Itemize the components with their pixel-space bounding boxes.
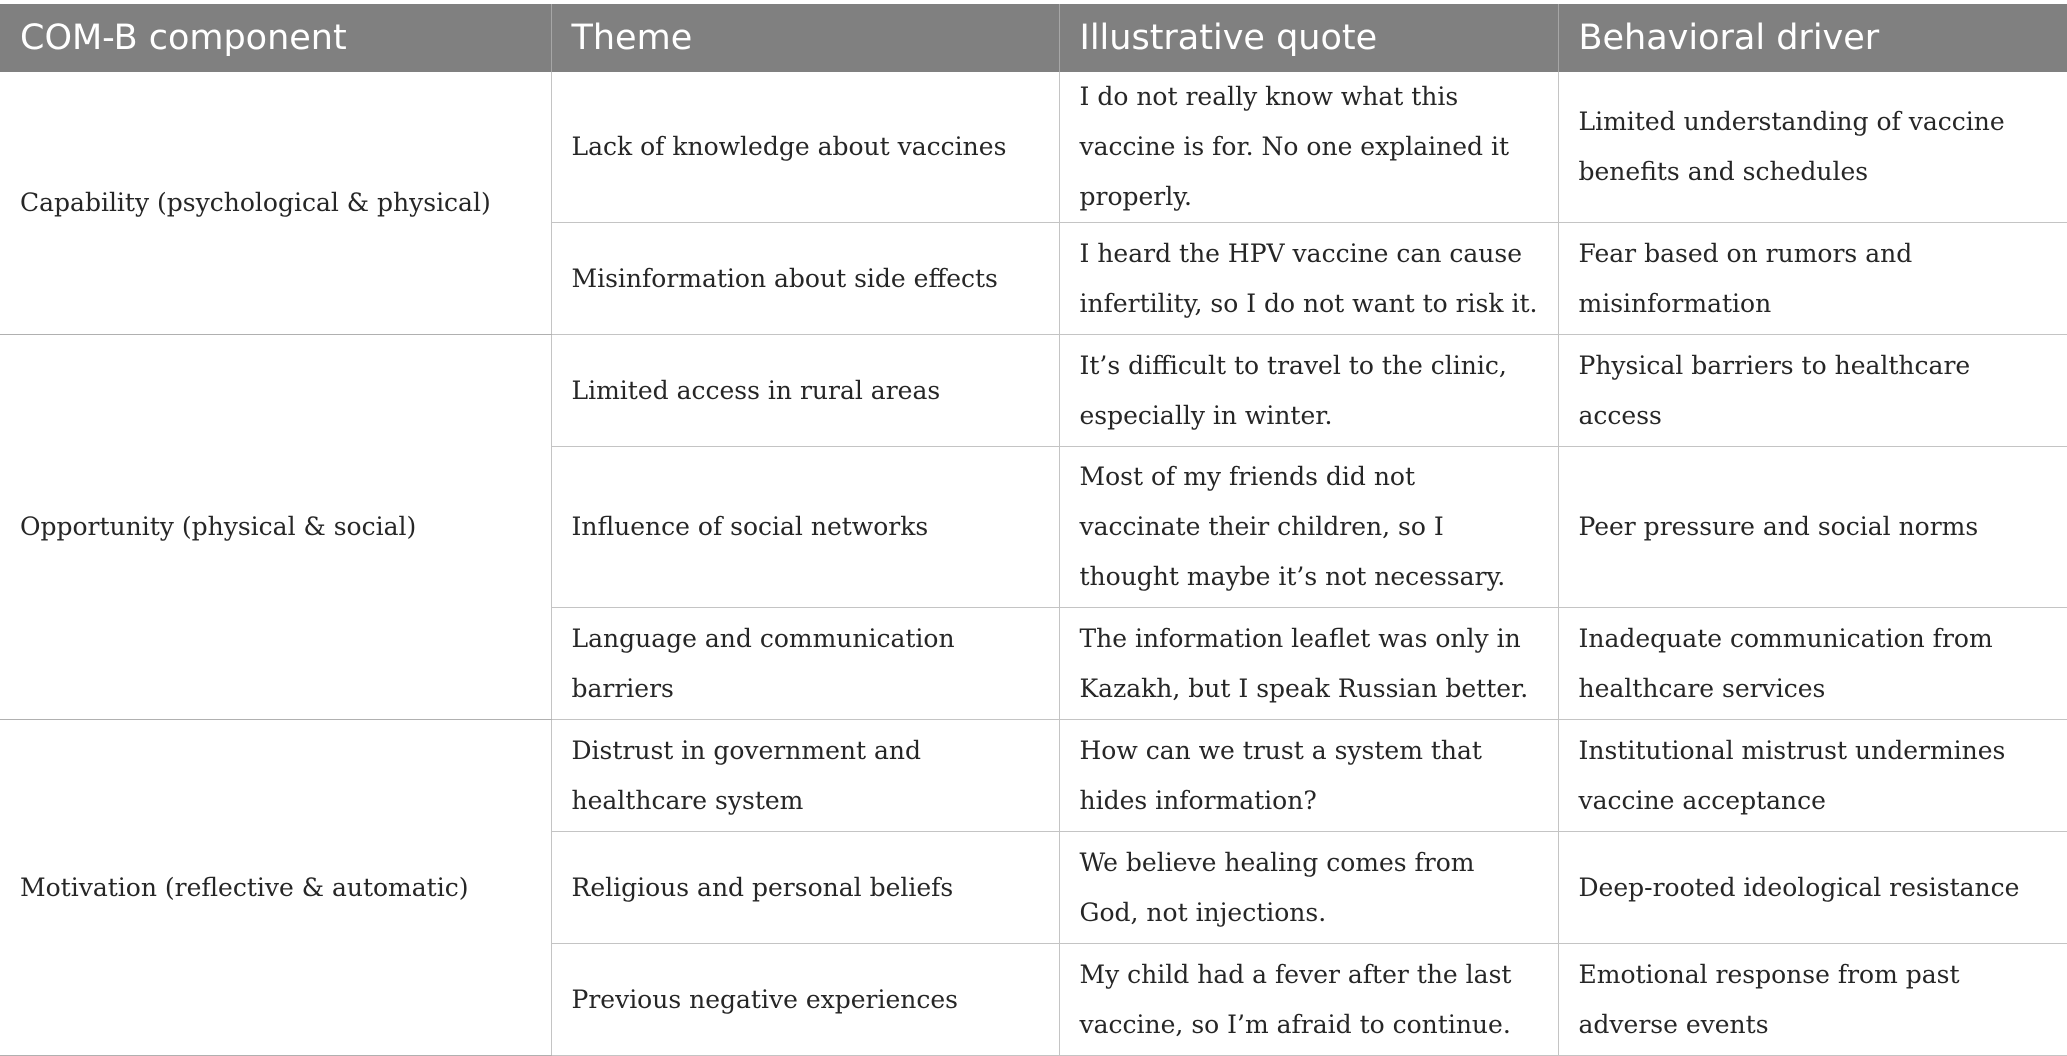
quote-text: Most of my friends did not vaccinate their children, so I thought maybe it’s not necessary. <box>1079 462 1506 591</box>
driver-text: Physical barriers to healthcare access <box>1578 350 1971 430</box>
component-label: Opportunity (physical & social) <box>20 512 417 541</box>
quote-text: We believe healing comes from God, not injections. <box>1079 847 1475 927</box>
quote-text: It’s difficult to travel to the clinic, especially in winter. <box>1079 350 1507 430</box>
table-header-row <box>0 4 2067 72</box>
theme-cell <box>551 832 1059 944</box>
group-cell-opportunity <box>0 335 551 720</box>
driver-text: Fear based on rumors and misinformation <box>1578 238 1913 318</box>
group-cell-motivation <box>0 720 551 1056</box>
driver-text: Inadequate communication from healthcare services <box>1578 623 1993 703</box>
theme-text: Lack of knowledge about vaccines <box>571 132 1007 161</box>
theme-cell <box>551 72 1059 223</box>
table-row <box>0 72 2067 223</box>
theme-cell <box>551 944 1059 1056</box>
theme-text: Influence of social networks <box>571 512 929 541</box>
driver-cell <box>1558 447 2067 608</box>
theme-text: Religious and personal beliefs <box>571 872 954 902</box>
header-behavioral-driver: Behavioral driver <box>1558 4 2067 72</box>
component-label: Motivation (reflective & automatic) <box>20 872 469 902</box>
quote-cell <box>1059 944 1558 1056</box>
quote-text: How can we trust a system that hides information? <box>1079 735 1482 815</box>
theme-cell <box>551 720 1059 832</box>
component-label: Capability (psychological & physical) <box>20 188 491 217</box>
com-b-table-container <box>0 4 2067 1056</box>
quote-cell <box>1059 832 1558 944</box>
driver-text: Deep-rooted ideological resistance <box>1578 872 2020 902</box>
quote-cell <box>1059 72 1558 223</box>
theme-cell <box>551 608 1059 720</box>
theme-cell <box>551 335 1059 447</box>
driver-cell <box>1558 720 2067 832</box>
driver-cell <box>1558 335 2067 447</box>
com-b-table <box>0 4 2067 1056</box>
theme-text: Previous negative experiences <box>571 984 958 1014</box>
driver-cell <box>1558 223 2067 335</box>
driver-text: Peer pressure and social norms <box>1578 512 1979 541</box>
header-illustrative-quote: Illustrative quote <box>1059 4 1558 72</box>
driver-text: Institutional mistrust undermines vaccine acceptance <box>1578 735 2006 815</box>
quote-text: My child had a fever after the last vaccine, so I’m afraid to continue. <box>1079 959 1512 1039</box>
driver-text: Limited understanding of vaccine benefits and schedules <box>1578 107 2005 186</box>
driver-text: Emotional response from past adverse events <box>1578 959 1960 1039</box>
theme-text: Language and communication barriers <box>571 623 955 703</box>
driver-cell <box>1558 608 2067 720</box>
group-cell-capability <box>0 72 551 335</box>
quote-cell <box>1059 608 1558 720</box>
quote-text: The information leaflet was only in Kazakh, but I speak Russian better. <box>1079 623 1529 703</box>
quote-text: I heard the HPV vaccine can cause infertility, so I do not want to risk it. <box>1079 238 1538 318</box>
quote-cell <box>1059 447 1558 608</box>
quote-cell <box>1059 720 1558 832</box>
theme-cell <box>551 447 1059 608</box>
header-theme: Theme <box>551 4 1059 72</box>
theme-cell <box>551 223 1059 335</box>
quote-cell <box>1059 223 1558 335</box>
header-com-b-component: COM-B component <box>0 4 551 72</box>
table-row <box>0 335 2067 447</box>
driver-cell <box>1558 832 2067 944</box>
table-row <box>0 720 2067 832</box>
quote-text: I do not really know what this vaccine is for. No one explained it properly. <box>1079 82 1509 211</box>
theme-text: Limited access in rural areas <box>571 375 941 405</box>
theme-text: Distrust in government and healthcare system <box>571 735 921 815</box>
theme-text: Misinformation about side effects <box>571 263 998 293</box>
driver-cell <box>1558 944 2067 1056</box>
quote-cell <box>1059 335 1558 447</box>
driver-cell <box>1558 72 2067 223</box>
